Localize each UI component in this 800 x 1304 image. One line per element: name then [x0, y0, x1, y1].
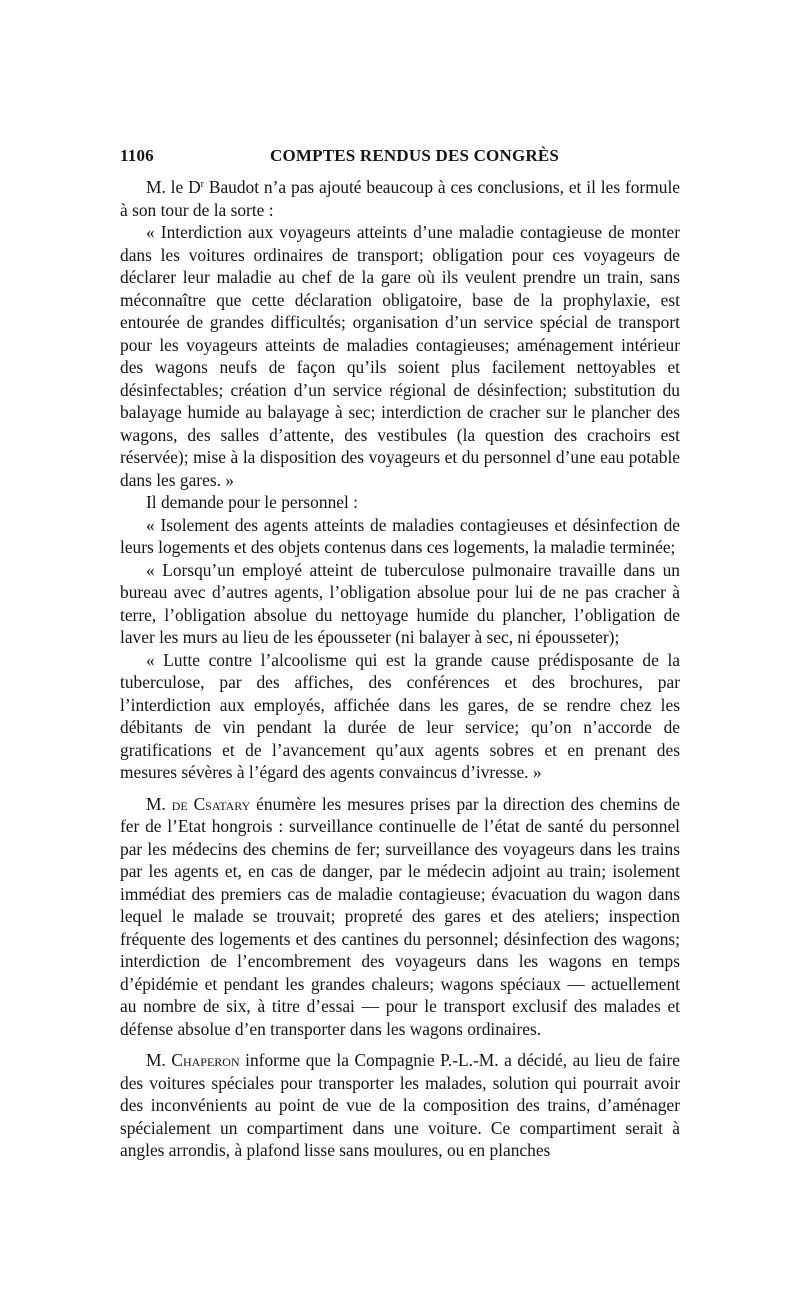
paragraph-baudot-intro: [120, 176, 680, 221]
speaker-name: M. de Csatary: [146, 793, 251, 814]
page-number: 1106: [120, 146, 154, 165]
superscript: r: [200, 179, 204, 190]
running-title: COMPTES RENDUS DES CONGRÈS: [270, 146, 560, 165]
paragraph-text: M. le D: [146, 177, 201, 197]
paragraph-quote-alcoolisme: « Lutte contre l’alcoolisme qui est la grande cause prédisposante de la tuberculose, par des affiches, des conférences et des brochures, par l’interdiction aux employés, affichée dans les gares, de se rendre chez les débitants de vin pendant la durée de leur service; qu’on n’accorde de gratifications et de l’avancement qu’aux agents sobres et en prenant des mesures sévères à l’égard des agents convaincus d’ivresse. »: [120, 649, 680, 782]
paragraph-text: Baudot n’a pas ajouté beaucoup à ces conclusions, et il les formule à son tour de la sorte :: [120, 177, 680, 220]
paragraph-quote-tuberculose: « Lorsqu’un employé atteint de tuberculose pulmonaire travaille dans un bureau avec d’autres agents, l’obligation absolue pour lui de ne pas cracher à terre, l’obligation absolue du nettoyage humide du plancher, l’obligation de laver les murs au lieu de les épousseter (ni balayer à sec, ni épousseter);: [120, 559, 680, 647]
speaker-name: M. Chaperon: [146, 1050, 240, 1070]
paragraph-text: informe que la Compagnie P.-L.-M. a décidé, au lieu de faire des voitures spéciales pour transporter les malades, solution qui pourrait avoir des inconvénients au point de vue de la composition des trains, d’aménager spécialement un compartiment dans une voiture. Ce compartiment serait à angles arrondis, à plafond lisse sans moulures, ou en planches: [120, 1050, 680, 1160]
paragraph-chaperon: [120, 1049, 680, 1162]
body-text: [120, 176, 680, 1162]
paragraph-quote-voyageurs: « Interdiction aux voyageurs atteints d’une maladie contagieuse de monter dans les voitures ordinaires de transport; obligation pour ces voyageurs de déclarer leur maladie au chef de la gare où ils veulent prendre un train, sans méconnaître que cette déclaration obligatoire, base de la prophylaxie, est entourée de grandes difficultés; organisation d’un service spécial de transport pour les voyageurs atteints de maladies contagieuses; aménagement intérieur des wagons neufs de façon qu’ils soient plus facilement nettoyables et désinfectables; création d’un service régional de désinfection; substitution du balayage humide au balayage à sec; interdiction de cracher sur le plancher des wagons, des salles d’attente, des vestibules (la question des crachoirs est réservée); mise à la disposition des voyageurs et du personnel d’une eau potable dans les gares. »: [120, 222, 680, 490]
running-header: [120, 146, 680, 170]
paragraph-personnel-intro: Il demande pour le personnel :: [146, 492, 358, 512]
paragraph-quote-isolement: « Isolement des agents atteints de maladies contagieuses et désinfection de leurs logements et des objets contenus dans ces logements, la maladie terminée;: [120, 514, 680, 557]
paragraph-text: énumère les mesures prises par la direction des chemins de fer de l’Etat hongrois : surveillance continuelle de l’état de santé du personnel par les médecins des chemins de fer; surveillance des voyageurs dans les trains par les agents et, en cas de danger, par le médecin adjoint au train; isolement immédiat des premiers cas de maladie contagieuse; évacuation du wagon dans lequel le malade se trouvait; propreté des gares et des ateliers; inspection fréquente des logements et des cantines du personnel; désinfection des wagons; interdiction de l’encombrement des voyageurs dans les wagons en temps d’épidémie et pendant les grandes chaleurs; wagons spéciaux — actuellement au nombre de six, à titre d’essai — pour le transport exclusif des malades et défense absolue d’en transporter dans les wagons ordinaires.: [120, 793, 681, 1039]
paragraph-csatary: [120, 793, 680, 1041]
